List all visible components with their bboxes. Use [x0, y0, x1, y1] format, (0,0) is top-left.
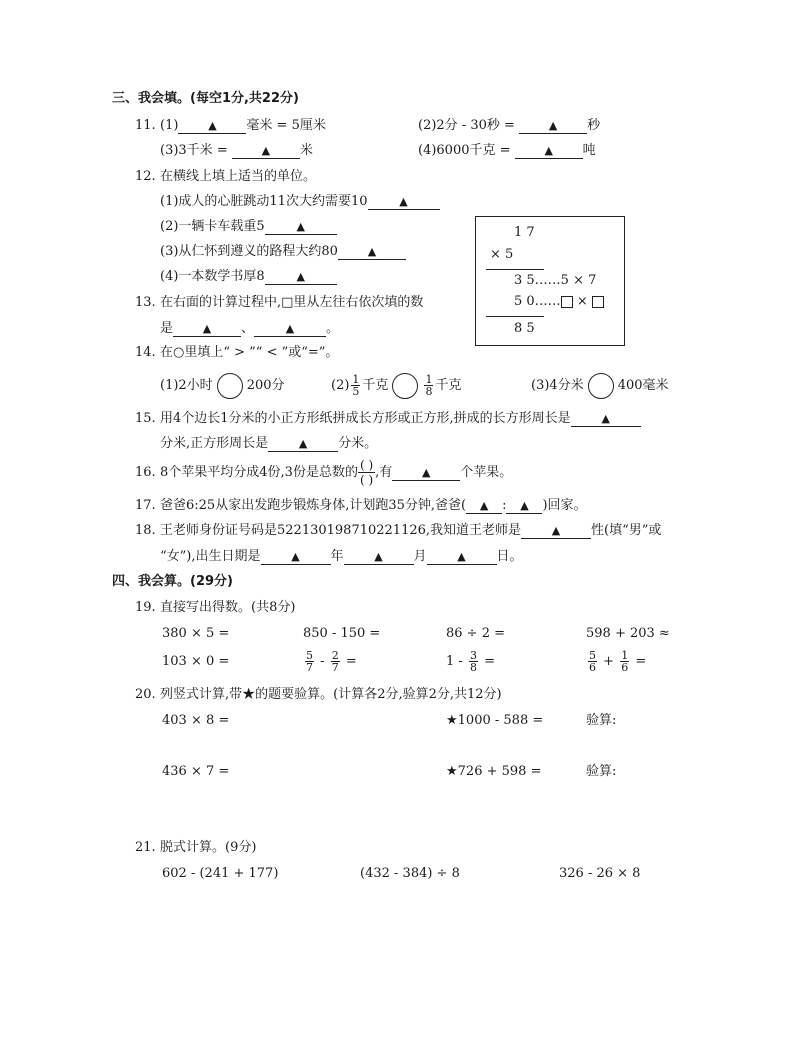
q20-item-c: 436 × 7 = [162, 764, 230, 779]
q14-fraction1: $\frac{1}{5}$ [352, 373, 360, 398]
section-4-title: 四、我会算。(29分) [112, 574, 233, 589]
section-3-title: 三、我会填。(每空1分,共22分) [112, 91, 299, 106]
q19-number: 19. [135, 600, 156, 615]
q18-blank-gender[interactable]: ▲ [521, 523, 591, 539]
q20-item-b: ★1000 - 588 = [446, 713, 544, 728]
q17-blank-minute[interactable]: ▲ [506, 498, 542, 514]
q11-part4: (4)6000千克 = ▲ 吨 [418, 143, 596, 158]
q12-blank3[interactable]: ▲ [338, 244, 406, 260]
q16-number: 16. [135, 465, 156, 480]
q18-line2: “女”),出生日期是 ▲ 年 ▲ 月 ▲ 日。 [160, 549, 523, 564]
q14-number: 14. [135, 345, 156, 360]
q15-line1: 用4个边长1分米的小正方形纸拼成长方形或正方形,拼成的长方形周长是 ▲ [160, 410, 641, 428]
q17-blank-hour[interactable]: ▲ [466, 498, 502, 514]
q16-blank[interactable]: ▲ [392, 465, 460, 481]
q18-number: 18. [135, 523, 156, 538]
calc-box1[interactable] [561, 296, 573, 308]
q11-part1: (1) ▲ 毫米 = 5厘米 [160, 118, 326, 133]
q14-text: 在○里填上“ > ”“ < ”或“=”。 [160, 345, 339, 360]
q20-item-d: ★726 + 598 = [446, 764, 542, 779]
q12-blank4[interactable]: ▲ [265, 269, 337, 285]
q21-item-a: 602 - (241 + 177) [162, 866, 279, 881]
q14-circle1[interactable] [217, 373, 243, 399]
q20-item-a: 403 × 8 = [162, 713, 230, 728]
q15-blank1[interactable]: ▲ [571, 411, 641, 427]
q13-number: 13. [135, 295, 156, 310]
q13-text: 在右面的计算过程中,□里从左往右依次填的数 [160, 295, 424, 310]
q12-blank1[interactable]: ▲ [368, 194, 440, 210]
calc-row4: 5 0…… × [514, 294, 604, 310]
calc-divider1 [486, 269, 544, 270]
q19-item-d: 598 + 203 ≈ [586, 626, 670, 641]
calc-row1: 1 7 [514, 225, 535, 240]
q21-item-c: 326 - 26 × 8 [559, 866, 641, 881]
q21-item-b: (432 - 384) ÷ 8 [360, 866, 460, 881]
q14-part1: (1)2小时 200分 [160, 372, 285, 400]
q15-number: 15. [135, 411, 156, 426]
q13-blank1[interactable]: ▲ [173, 321, 241, 337]
q15-line2: 分米,正方形周长是 ▲ 分米。 [160, 436, 378, 451]
q15-blank2[interactable]: ▲ [268, 436, 338, 452]
q19-text: 直接写出得数。(共8分) [160, 600, 296, 615]
q20-check-b: 验算: [586, 713, 617, 728]
q14-fraction2: $\frac{1}{8}$ [425, 373, 433, 398]
q11-part3: (3)3千米 = ▲ 米 [160, 143, 313, 158]
q20-text: 列竖式计算,带★的题要验算。(计算各2分,验算2分,共12分) [160, 687, 502, 702]
q11-blank3[interactable]: ▲ [232, 143, 300, 159]
q19-item-h: $\frac{5}{6}$ + $\frac{1}{6}$ = [589, 649, 647, 674]
q19-item-a: 380 × 5 = [162, 626, 230, 641]
q20-check-d: 验算: [586, 764, 617, 779]
calc-box2[interactable] [592, 296, 604, 308]
q19-item-e: 103 × 0 = [162, 654, 230, 669]
q21-text: 脱式计算。(9分) [160, 840, 257, 855]
q11-blank2[interactable]: ▲ [519, 118, 587, 134]
q17-line: 爸爸6:25从家出发跑步锻炼身体,计划跑35分钟,爸爸( ▲ : ▲ )回家。 [160, 498, 587, 513]
q16-fraction-blank[interactable]: ( ) ( ) [359, 458, 374, 487]
q11-part2: (2)2分 - 30秒 = ▲ 秒 [418, 118, 601, 133]
q19-item-b: 850 - 150 = [303, 626, 381, 641]
q19-item-f: $\frac{5}{7}$ - $\frac{2}{7}$ = [306, 649, 357, 674]
calc-row3: 3 5……5 × 7 [514, 273, 597, 288]
q14-circle3[interactable] [588, 373, 614, 399]
vertical-calculation-box [475, 216, 625, 346]
q19-item-g: 1 - $\frac{3}{8}$ = [446, 649, 495, 674]
q18-blank-year[interactable]: ▲ [261, 549, 331, 565]
q12-number: 12. [135, 169, 156, 184]
q12-part2: (2)一辆卡车载重5 ▲ [160, 218, 337, 236]
q12-part4: (4)一本数学书厚8 ▲ [160, 268, 337, 286]
q14-part2: (2) $\frac{1}{5}$ 千克 $\frac{1}{8}$ 千克 [331, 373, 462, 398]
q11-blank4[interactable]: ▲ [515, 143, 583, 159]
q14-part3: (3)4分米 400毫米 [531, 372, 669, 400]
q17-number: 17. [135, 498, 156, 513]
calc-divider2 [486, 316, 544, 317]
calc-row5: 8 5 [514, 321, 535, 336]
q13-line2: 是 ▲ 、 ▲ 。 [160, 321, 340, 336]
q12-part3: (3)从仁怀到遵义的路程大约80 ▲ [160, 243, 406, 261]
q13-blank2[interactable]: ▲ [254, 321, 326, 337]
q11-blank1[interactable]: ▲ [178, 118, 246, 134]
q20-number: 20. [135, 687, 156, 702]
q18-blank-day[interactable]: ▲ [427, 549, 497, 565]
q12-text: 在横线上填上适当的单位。 [160, 169, 317, 184]
q18-line1: 王老师身份证号码是522130198710221126,我知道王老师是 ▲ 性(填“男”或 [160, 523, 662, 538]
q21-number: 21. [135, 840, 156, 855]
q11-number: 11. [135, 118, 156, 133]
q14-circle2[interactable] [392, 373, 418, 399]
q12-part1: (1)成人的心脏跳动11次大约需要10 ▲ [160, 193, 440, 211]
q16-line: 8个苹果平均分成4份,3份是总数的 ( ) ( ) ,有 ▲ 个苹果。 [160, 458, 513, 487]
q19-item-c: 86 ÷ 2 = [446, 626, 505, 641]
q18-blank-month[interactable]: ▲ [344, 549, 414, 565]
q12-blank2[interactable]: ▲ [265, 219, 337, 235]
calc-row2: × 5 [490, 247, 514, 262]
